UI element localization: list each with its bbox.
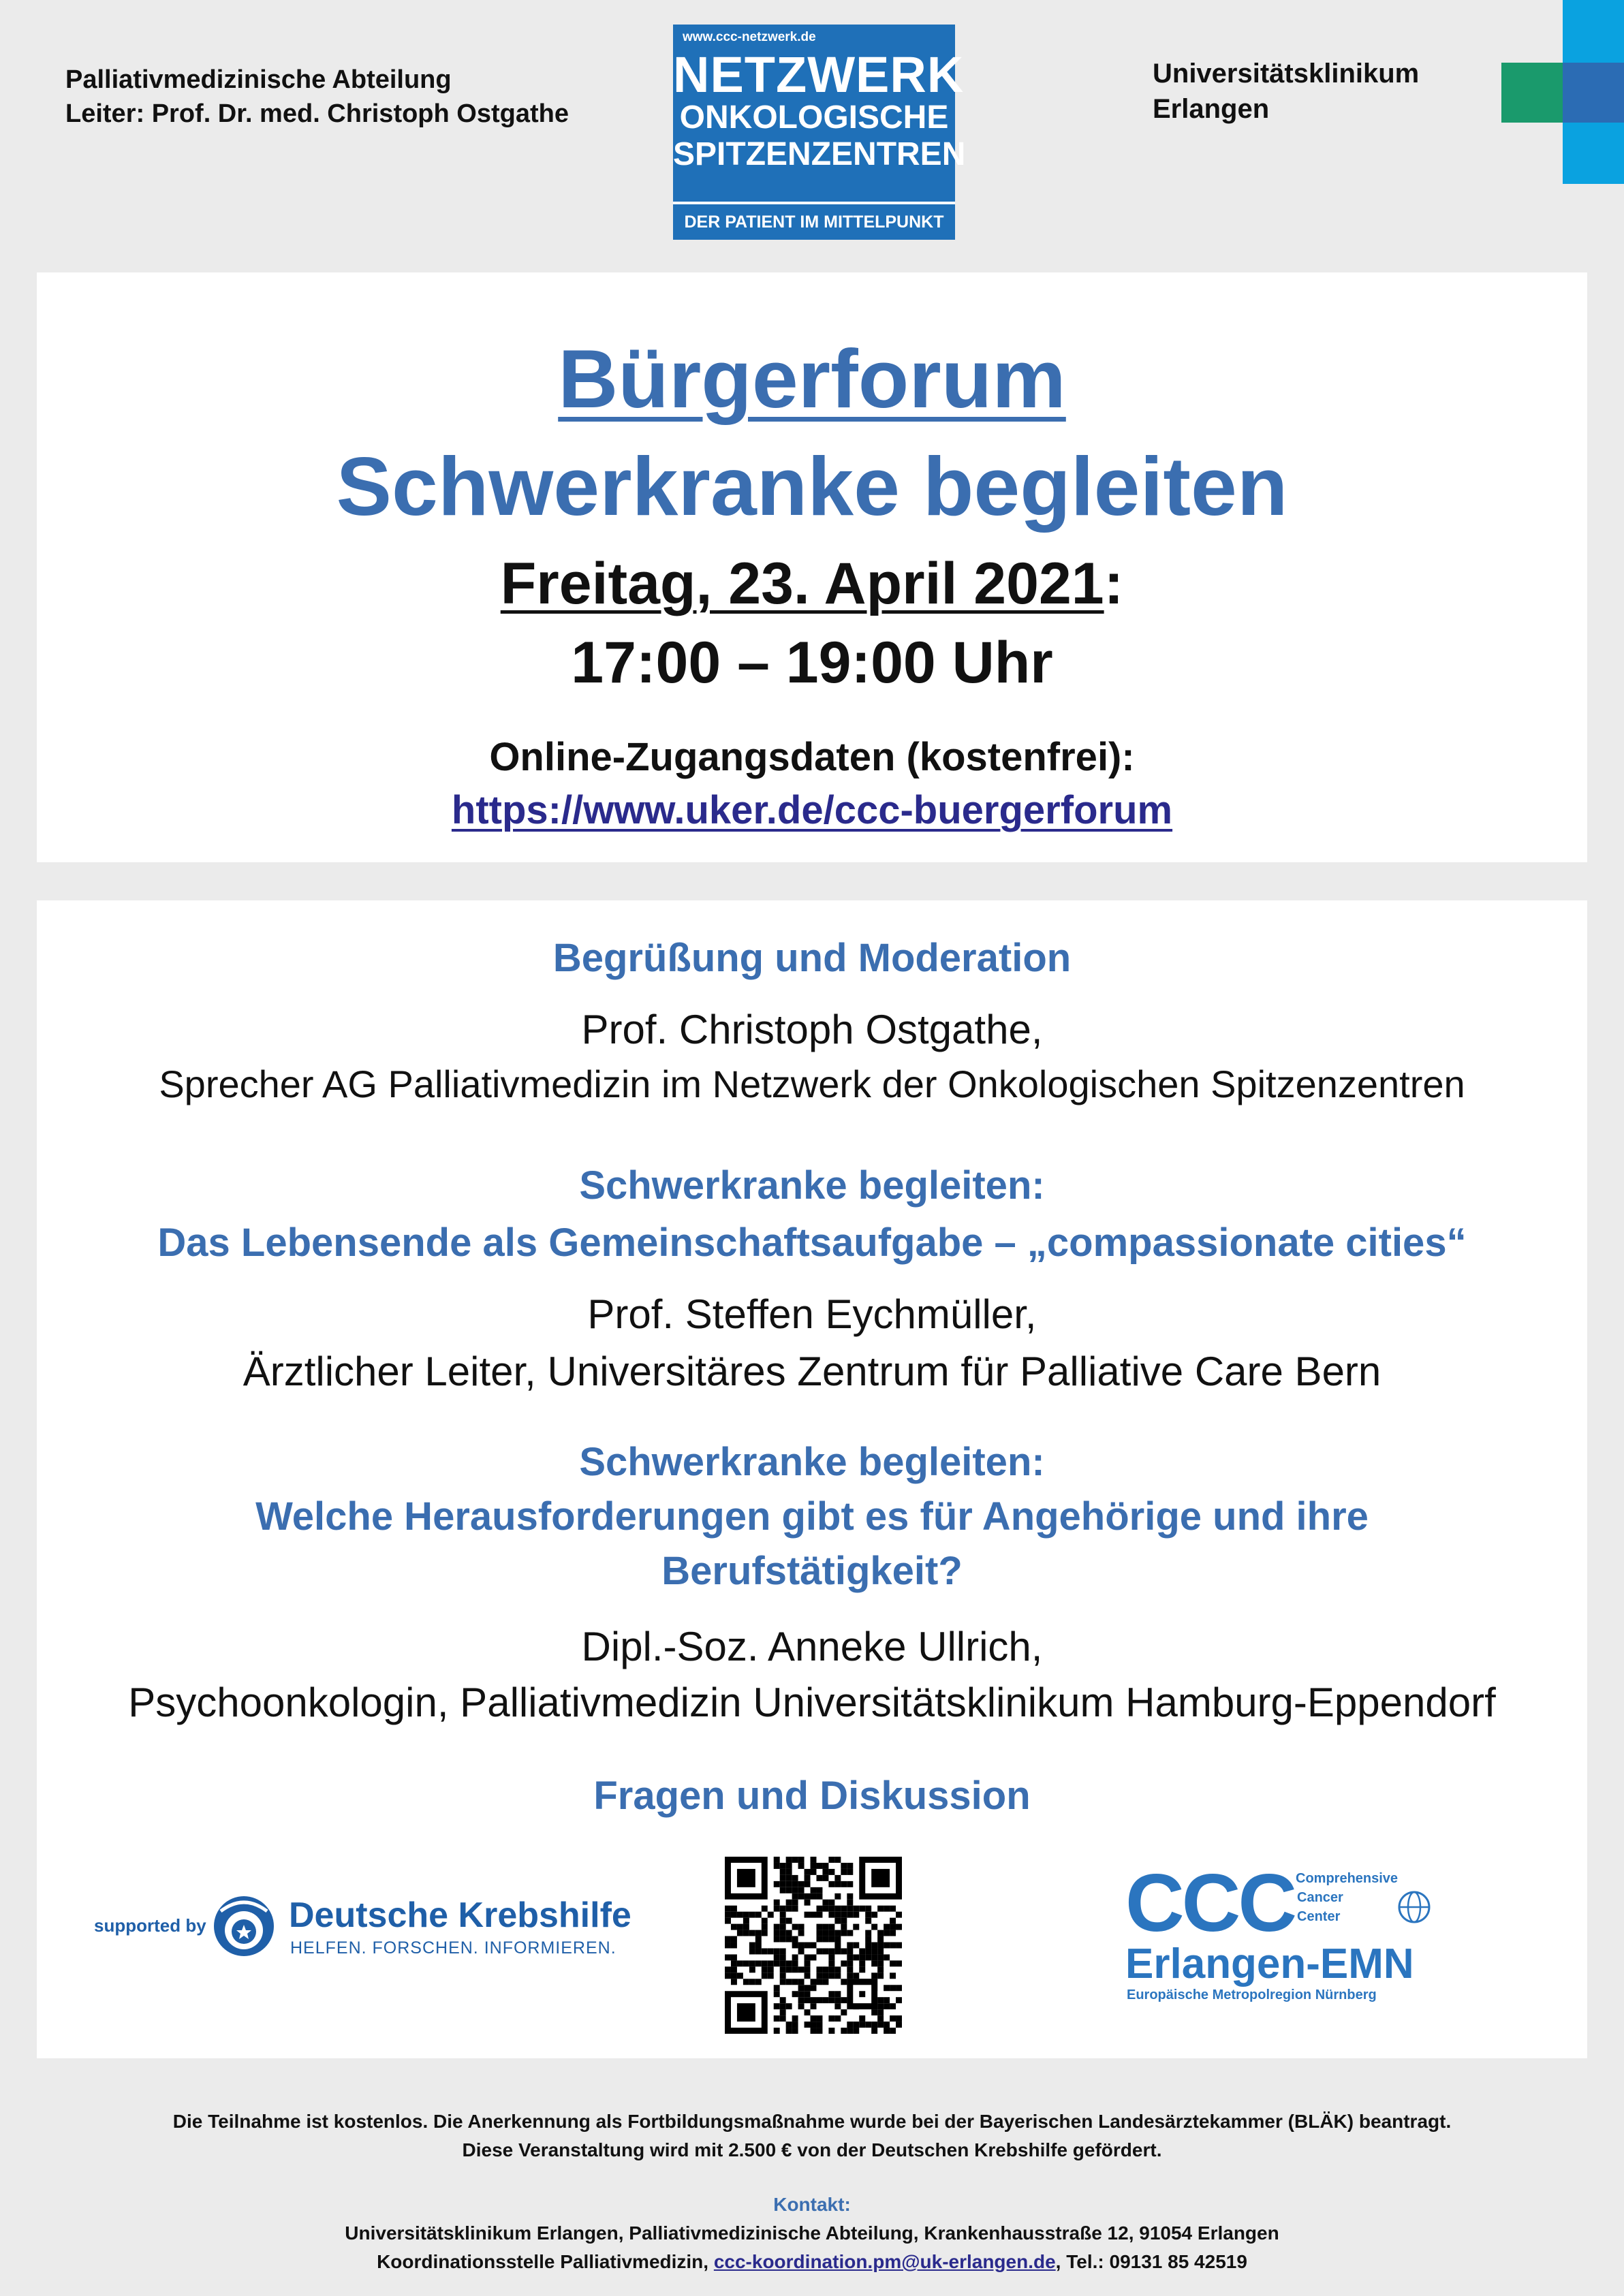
uk-green-block — [1501, 63, 1563, 123]
university-line1: Universitätsklinikum — [1153, 59, 1420, 89]
ccc-line1: Comprehensive — [1296, 1871, 1399, 1886]
ccc-line2: Cancer — [1297, 1890, 1343, 1905]
netzwerk-line2: ONKOLOGISCHE — [679, 99, 949, 136]
department-header — [65, 63, 569, 131]
event-date-colon: : — [1104, 551, 1124, 616]
department-head: Leiter: Prof. Dr. med. Christoph Ostgathe — [65, 99, 569, 128]
program-panel — [37, 900, 1587, 2058]
contact-address: Universitätsklinikum Erlangen, Palliativmedizinische Abteilung, Krankenhausstraße 12, 91054 Erlangen — [345, 2222, 1279, 2244]
speaker-role-3: Psychoonkologin, Palliativmedizin Universitätsklinikum Hamburg-Eppendorf — [128, 1680, 1496, 1725]
section-heading-2a: Schwerkranke begleiten: — [579, 1163, 1045, 1208]
contact-prefix: Koordinationsstelle Palliativmedizin, — [377, 2251, 714, 2272]
qr-code-icon — [725, 1857, 902, 2034]
contact-email-link[interactable]: ccc-koordination.pm@uk-erlangen.de — [713, 2251, 1056, 2272]
netzwerk-line1: NETZWERK — [673, 46, 965, 103]
section-heading-2b: Das Lebensende als Gemeinschaftsaufgabe – „compassionate cities“ — [157, 1221, 1467, 1265]
university-name — [1153, 56, 1419, 127]
speaker-name-1: Prof. Christoph Ostgathe, — [581, 1007, 1043, 1052]
netzwerk-tagline: DER PATIENT IM MITTELPUNKT — [673, 202, 955, 240]
supported-by-label: supported by — [94, 1915, 206, 1936]
event-date: Freitag, 23. April 2021 — [500, 551, 1104, 616]
speaker-role-2: Ärztlicher Leiter, Universitäres Zentrum für Palliative Care Bern — [243, 1349, 1381, 1394]
speaker-name-2: Prof. Steffen Eychmüller, — [587, 1291, 1037, 1337]
event-date-line — [37, 550, 1587, 618]
event-subtitle: Schwerkranke begleiten — [336, 440, 1288, 533]
department-name: Palliativmedizinische Abteilung — [65, 65, 452, 94]
krebshilfe-emblem-icon — [211, 1891, 277, 1959]
event-panel — [37, 272, 1587, 862]
university-line2: Erlangen — [1153, 94, 1270, 124]
uk-blue-block — [1563, 63, 1624, 123]
ccc-logo — [1125, 1857, 1452, 2002]
footer-note-2: Diese Veranstaltung wird mit 2.500 € von der Deutschen Krebshilfe gefördert. — [462, 2139, 1162, 2160]
section-heading-3c: Berufstätigkeit? — [661, 1549, 963, 1593]
section-heading-3a: Schwerkranke begleiten: — [579, 1440, 1045, 1484]
netzwerk-url: www.ccc-netzwerk.de — [683, 30, 816, 44]
uk-cyan-block-bottom — [1563, 123, 1624, 184]
contact-phone: , Tel.: 09131 85 42519 — [1055, 2251, 1247, 2272]
event-title: Bürgerforum — [558, 332, 1066, 425]
ccc-region: Europäische Metropolregion Nürnberg — [1127, 1987, 1377, 2002]
access-link[interactable]: https://www.uker.de/ccc-buergerforum — [451, 788, 1173, 832]
access-label: Online-Zugangsdaten (kostenfrei): — [489, 735, 1135, 779]
ccc-letters: CCC — [1125, 1857, 1294, 1949]
section-heading-discussion: Fragen und Diskussion — [593, 1774, 1031, 1818]
section-heading-welcome: Begrüßung und Moderation — [552, 936, 1072, 980]
netzwerk-logo — [673, 25, 966, 240]
krebshilfe-tagline: HELFEN. FORSCHEN. INFORMIEREN. — [290, 1938, 616, 1957]
speaker-role-1: Sprecher AG Palliativmedizin im Netzwerk der Onkologischen Spitzenzentren — [159, 1063, 1465, 1105]
footer-note-1: Die Teilnahme ist kostenlos. Die Anerkennung als Fortbildungsmaßnahme wurde bei der Bayerischen Landesärztekammer (BLÄK) beantragt. — [172, 2111, 1452, 2132]
contact-line — [0, 2248, 1624, 2276]
contact-label: Kontakt: — [773, 2194, 851, 2215]
section-heading-3b: Welche Herausforderungen gibt es für Angehörige und ihre — [255, 1494, 1369, 1539]
netzwerk-line3: SPITZENZENTREN — [673, 136, 966, 172]
krebshilfe-name: Deutsche Krebshilfe — [289, 1896, 631, 1935]
event-time: 17:00 – 19:00 Uhr — [571, 630, 1053, 695]
speaker-name-3: Dipl.-Soz. Anneke Ullrich, — [581, 1624, 1043, 1669]
globe-icon — [1396, 1889, 1432, 1925]
ccc-descriptor — [1296, 1869, 1398, 1926]
krebshilfe-logo — [94, 1891, 631, 1972]
ccc-name: Erlangen-EMN — [1125, 1940, 1414, 1987]
uk-cyan-block-top — [1563, 0, 1624, 63]
qr-code[interactable] — [725, 1857, 902, 2037]
ccc-line3: Center — [1297, 1909, 1341, 1924]
